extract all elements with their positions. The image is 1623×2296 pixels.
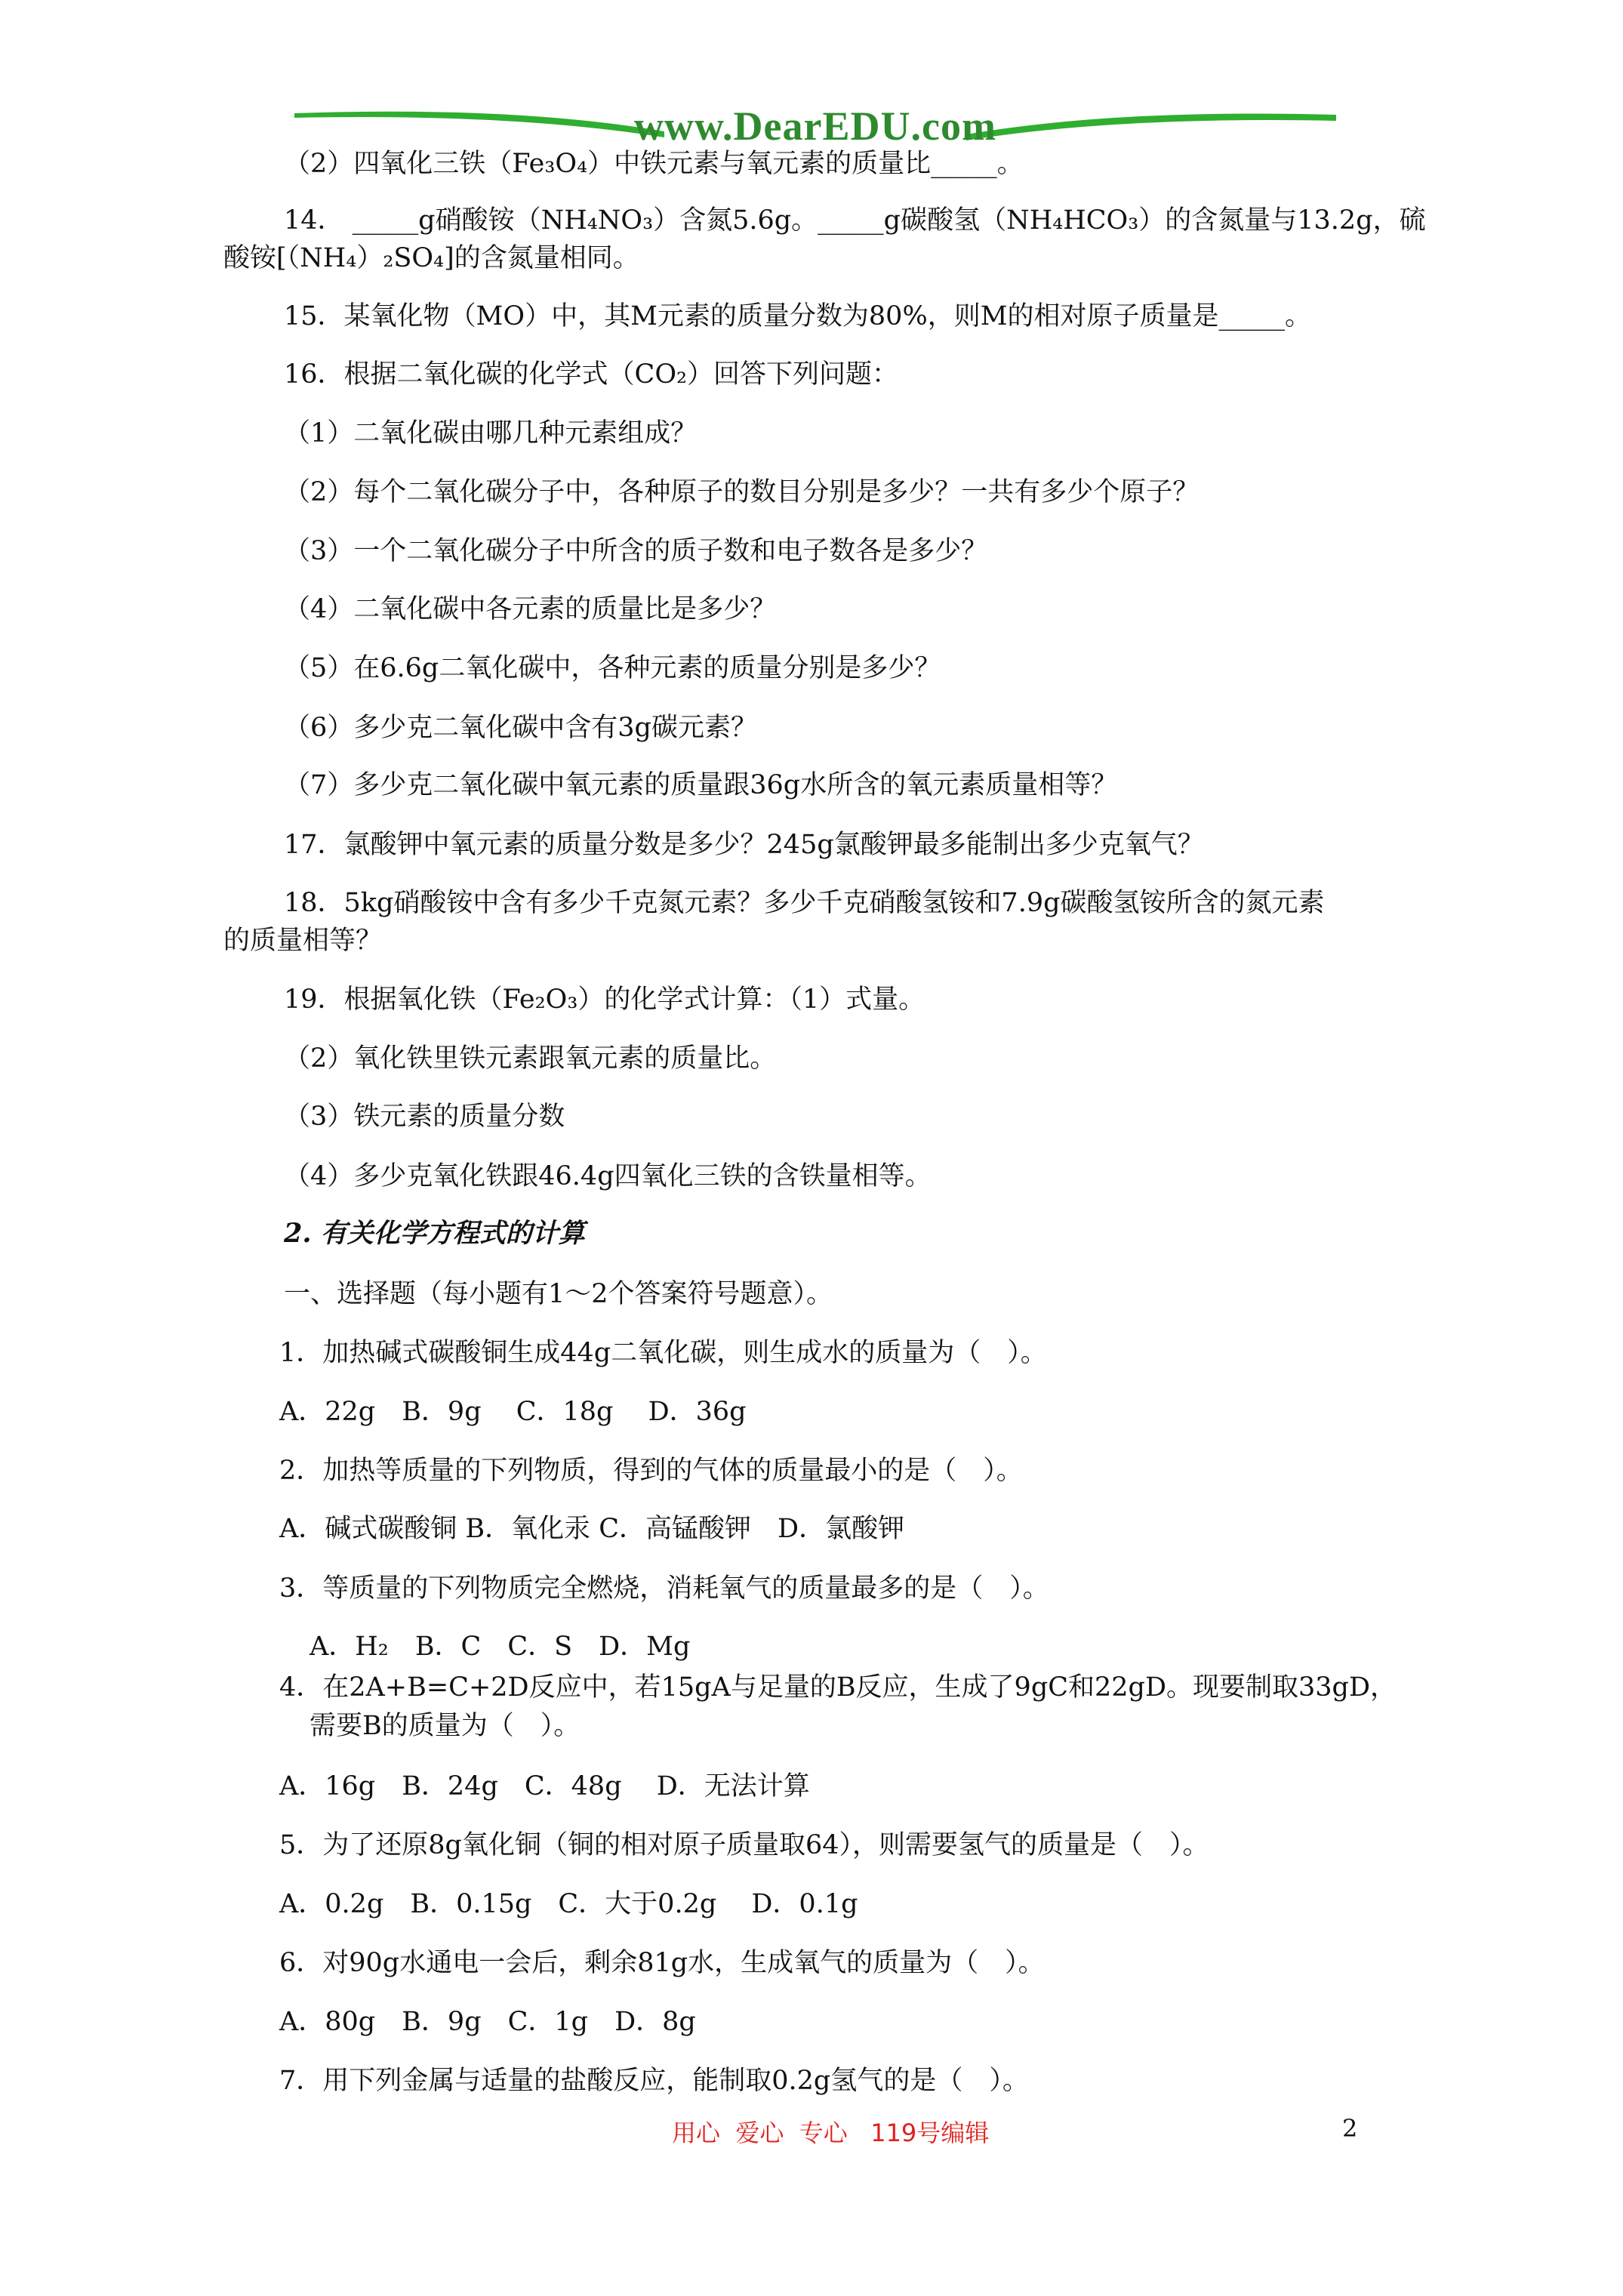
answer-options: A．碱式碳酸铜 B．氧化汞 C．高锰酸钾 D．氯酸钾 xyxy=(279,1514,905,1544)
question-line: 4．在2A+B=C+2D反应中，若15gA与足量的B反应，生成了9gC和22gD。现要制取33gD， xyxy=(279,1672,1397,1703)
text-line: 14． _____g硝酸铵（NH₄NO₃）含氮5.6g。_____g碳酸氢（NH₄HCO₃）的含氮量与13.2g，硫 xyxy=(284,205,1426,236)
text-line: （2）氧化铁里铁元素跟氧元素的质量比。 xyxy=(284,1043,777,1074)
answer-options: A．16g B．24g C．48g D．无法计算 xyxy=(279,1771,810,1801)
text-line: （7）多少克二氧化碳中氧元素的质量跟36g水所含的氧元素质量相等？ xyxy=(284,770,1118,800)
section-heading: 2. 有关化学方程式的计算 xyxy=(284,1218,585,1249)
header-banner xyxy=(287,92,1344,153)
text-line: 酸铵[（NH₄）₂SO₄]的含氮量相同。 xyxy=(223,243,639,273)
text-line: 17．氯酸钾中氧元素的质量分数是多少？245g氯酸钾最多能制出多少克氧气？ xyxy=(284,830,1204,860)
footer-text: 用心 爱心 专心 119号编辑 xyxy=(672,2119,990,2147)
question-line: 需要B的质量为（ ）。 xyxy=(310,1711,581,1741)
answer-options: A．22g B．9g C．18g D．36g xyxy=(279,1397,747,1427)
question-line: 6．对90g水通电一会后，剩余81g水，生成氧气的质量为（ ）。 xyxy=(279,1948,1045,1978)
text-line: 15．某氧化物（MO）中，其M元素的质量分数为80%，则M的相对原子质量是_____。 xyxy=(284,301,1312,331)
text-line: （3）一个二氧化碳分子中所含的质子数和电子数各是多少？ xyxy=(284,536,988,566)
question-line: 3．等质量的下列物质完全燃烧，消耗氧气的质量最多的是（ ）。 xyxy=(279,1573,1049,1604)
question-line: 7．用下列金属与适量的盐酸反应，能制取0.2g氢气的是（ ）。 xyxy=(279,2066,1029,2096)
text-line: （2）每个二氧化碳分子中，各种原子的数目分别是多少？一共有多少个原子？ xyxy=(284,477,1200,507)
text-line: 16．根据二氧化碳的化学式（CO₂）回答下列问题： xyxy=(284,359,899,390)
question-line: 5．为了还原8g氧化铜（铜的相对原子质量取64），则需要氢气的质量是（ ）。 xyxy=(279,1830,1209,1860)
text-line: 18．5kg硝酸铵中含有多少千克氮元素？多少千克硝酸氢铵和7.9g碳酸氢铵所含的氮元素 xyxy=(284,888,1325,918)
page-number: 2 xyxy=(1342,2114,1358,2143)
text-line: （6）多少克二氧化碳中含有3g碳元素？ xyxy=(284,713,757,743)
answer-options: A．H₂ B．C C．S D．Mg xyxy=(310,1632,691,1662)
question-line: 1．加热碱式碳酸铜生成44g二氧化碳，则生成水的质量为（ ）。 xyxy=(279,1338,1047,1368)
text-line: （5）在6.6g二氧化碳中，各种元素的质量分别是多少？ xyxy=(284,653,941,683)
text-line: （1）二氧化碳由哪几种元素组成？ xyxy=(284,418,698,448)
text-line: （3）铁元素的质量分数 xyxy=(284,1102,565,1132)
answer-options: A．0.2g B．0.15g C．大于0.2g D．0.1g xyxy=(279,1889,858,1919)
text-line: （2）四氧化三铁（Fe₃O₄）中铁元素与氧元素的质量比_____。 xyxy=(284,149,1024,179)
text-line: 一、选择题（每小题有1～2个答案符号题意）。 xyxy=(284,1279,833,1309)
text-line: （4）二氧化碳中各元素的质量比是多少？ xyxy=(284,594,777,624)
text-line: （4）多少克氧化铁跟46.4g四氧化三铁的含铁量相等。 xyxy=(284,1161,932,1191)
text-line: 19．根据氧化铁（Fe₂O₃）的化学式计算：（1）式量。 xyxy=(284,985,925,1015)
answer-options: A．80g B．9g C．1g D．8g xyxy=(279,2007,696,2037)
question-line: 2．加热等质量的下列物质，得到的气体的质量最小的是（ ）。 xyxy=(279,1456,1023,1486)
site-logo: www.DearEDU.com xyxy=(634,103,996,149)
text-line: 的质量相等？ xyxy=(223,926,383,956)
